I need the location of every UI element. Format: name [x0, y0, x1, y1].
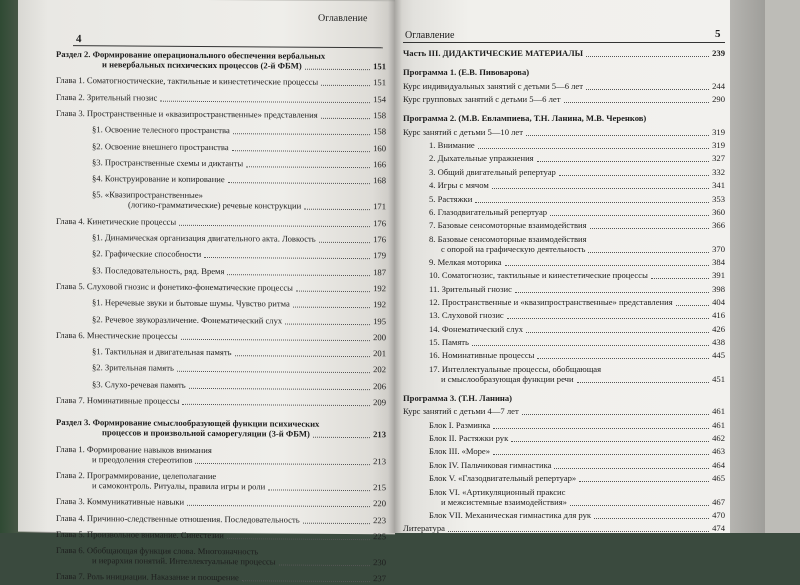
toc-page-number: 463 — [712, 446, 725, 457]
toc-entry-title: Блок V. «Глазодвигательный репертуар» — [429, 473, 577, 484]
toc-page-number: 327 — [712, 153, 725, 164]
toc-entry-line — [429, 284, 725, 295]
toc-page-number: 470 — [712, 509, 725, 520]
toc-dot-leader — [296, 291, 370, 293]
toc-entry-line — [429, 180, 725, 191]
toc-entry-line — [429, 460, 725, 471]
left-page — [18, 0, 395, 584]
toc-page-number: 237 — [373, 573, 386, 584]
toc-page-number: 176 — [373, 234, 386, 245]
toc-entry-title: Программа 2. (М.В. Евлампиева, Т.Н. Ланина, М.В. Черенков) — [403, 113, 647, 124]
toc-entry-line — [56, 92, 386, 105]
toc-entry-title: и преодоления стереотипов — [92, 453, 193, 465]
toc-dot-leader — [187, 505, 370, 507]
toc-entry-line — [441, 497, 725, 508]
toc-page-number: 168 — [373, 175, 386, 186]
toc-entry-line — [128, 200, 386, 213]
toc-page-number: 353 — [712, 193, 725, 204]
toc-dot-leader — [319, 242, 370, 243]
toc-entry-title: 16. Номинативные процессы — [429, 350, 535, 361]
toc-entry-title: §2. Освоение внешнего пространства — [92, 140, 229, 152]
toc-entry-title: 13. Слуховой гнозис — [429, 310, 504, 321]
toc-dot-leader — [305, 69, 370, 70]
book-gutter — [388, 0, 402, 533]
toc-page-number: 200 — [373, 331, 386, 343]
toc-page-number: 451 — [712, 373, 725, 384]
toc-page-number: 462 — [712, 433, 725, 444]
right-header-rule — [403, 42, 725, 43]
toc-page-number: 220 — [373, 498, 386, 509]
toc-entry-title: 8. Базовые сенсомоторные взаимодействия — [429, 233, 587, 244]
toc-page-number: 195 — [373, 315, 386, 326]
toc-dot-leader — [242, 581, 370, 583]
toc-dot-leader — [579, 481, 709, 482]
toc-entry-title: Глава 2. Программирование, целеполагание — [56, 469, 217, 481]
toc-dot-leader — [233, 133, 370, 135]
toc-page-number: 192 — [373, 283, 386, 294]
toc-page-number: 244 — [712, 80, 725, 91]
toc-entry-title: Блок I. Разминка — [429, 419, 491, 430]
toc-dot-leader — [588, 252, 709, 253]
toc-dot-leader — [228, 182, 370, 184]
toc-entry-line — [403, 113, 725, 124]
toc-dot-leader — [160, 100, 370, 102]
toc-entry-title: Раздел 2. Формирование операционального обеспечения вербальных — [56, 48, 326, 61]
toc-entry-title: Глава 5. Произвольное внимание. Синестезии — [56, 528, 224, 540]
toc-entry-title: §1. Освоение телесного пространства — [92, 124, 230, 136]
toc-entry-line — [92, 157, 386, 170]
toc-entry-title: §3. Последовательность, ряд. Время — [92, 264, 225, 276]
left-running-head: Оглавление — [318, 12, 368, 25]
toc-page-number: 158 — [373, 110, 386, 121]
toc-entry-line — [403, 523, 725, 534]
toc-entry-line — [56, 330, 386, 343]
toc-entry-line — [429, 473, 725, 484]
toc-page-number: 290 — [712, 94, 725, 105]
toc-entry-line — [56, 512, 386, 525]
toc-dot-leader — [472, 345, 709, 346]
toc-entry-title: §2. Графические способности — [92, 248, 202, 260]
toc-page-number: 370 — [712, 243, 725, 254]
toc-dot-leader — [559, 175, 709, 176]
toc-entry-line — [403, 127, 725, 138]
toc-dot-leader — [651, 278, 709, 279]
toc-entry-title: и смыслообразующая функции речи — [441, 373, 574, 384]
toc-dot-leader — [594, 518, 709, 519]
toc-entry-title: §1. Тактильная и двигательная память — [92, 346, 232, 358]
toc-entry-title: §3. Слухо-речевая память — [92, 378, 186, 390]
toc-entry-title: Программа 1. (Е.В. Пивоварова) — [403, 67, 530, 78]
toc-page-number: 213 — [373, 455, 386, 466]
toc-page-number: 209 — [373, 397, 386, 408]
toc-dot-leader — [590, 228, 710, 229]
toc-dot-leader — [676, 305, 709, 306]
toc-entry-title: §2. Зрительная память — [92, 362, 174, 374]
toc-entry-title: Блок III. «Море» — [429, 446, 491, 457]
toc-dot-leader — [195, 463, 370, 465]
toc-entry-line — [92, 346, 386, 359]
toc-entry-line — [92, 124, 386, 137]
toc-page-number: 171 — [373, 201, 386, 212]
toc-dot-leader — [285, 323, 370, 325]
toc-entry-title: 10. Соматогнозис, тактильные и кинестетические процессы — [429, 270, 648, 281]
toc-entry-title: Курс индивидуальных занятий с детьми 5—6 лет — [403, 80, 584, 91]
toc-page-number: 384 — [712, 256, 725, 267]
toc-page-number: 151 — [373, 77, 386, 88]
right-page — [395, 0, 765, 533]
toc-dot-leader — [478, 148, 709, 149]
toc-entry-line — [92, 379, 386, 392]
toc-entry-title: 1. Внимание — [429, 140, 475, 151]
toc-entry-title: 6. Глазодвигательный репертуар — [429, 206, 548, 217]
toc-dot-leader — [448, 531, 709, 532]
toc-entry-title: с опорой на графическую деятельность — [441, 243, 586, 254]
toc-page-number: 341 — [712, 180, 725, 191]
toc-page-number: 461 — [712, 419, 725, 430]
toc-entry-line — [56, 529, 386, 542]
toc-entry-line — [429, 310, 725, 321]
toc-entry-title: (логико-грамматические) речевые конструкции — [128, 199, 302, 212]
toc-entry-title: и межсистемные взаимодействия» — [441, 496, 567, 507]
toc-dot-leader — [526, 135, 709, 136]
toc-dot-leader — [235, 355, 371, 357]
toc-dot-leader — [313, 437, 370, 438]
toc-entry-line — [56, 496, 386, 509]
toc-entry-title: Глава 2. Зрительный гнозис — [56, 91, 158, 103]
toc-entry-line — [429, 297, 725, 308]
toc-entry-title: 5. Растяжки — [429, 193, 473, 204]
toc-entry-line — [429, 257, 725, 268]
toc-dot-leader — [554, 468, 709, 469]
toc-entry-line — [403, 81, 725, 92]
toc-page-number: 151 — [373, 61, 386, 72]
toc-entry-line — [429, 207, 725, 218]
toc-dot-leader — [232, 150, 370, 152]
toc-dot-leader — [515, 292, 709, 293]
toc-entry-line — [92, 248, 386, 261]
toc-page-number: 206 — [373, 380, 386, 391]
toc-dot-leader — [537, 161, 709, 162]
toc-dot-leader — [522, 414, 709, 415]
toc-page-number: 201 — [373, 348, 386, 359]
toc-entry-title: §3. Пространственные схемы и диктанты — [92, 156, 244, 169]
toc-entry-title: Глава 3. Коммуникативные навыки — [56, 496, 185, 508]
toc-entry-title: Глава 5. Слуховой гнозис и фонетико-фонематические процессы — [56, 280, 293, 293]
toc-entry-title: Часть III. ДИДАКТИЧЕСКИЕ МАТЕРИАЛЫ — [403, 48, 584, 58]
toc-dot-leader — [303, 522, 370, 523]
toc-entry-title: §2. Речевое звукоразличение. Фонематический слух — [92, 313, 283, 326]
toc-entry-title: 11. Зрительный гнозис — [429, 283, 512, 294]
toc-page-number: 366 — [712, 220, 725, 231]
toc-dot-leader — [246, 166, 370, 168]
toc-page-number: 319 — [712, 126, 725, 137]
toc-dot-leader — [204, 257, 370, 259]
toc-entry-title: Программа 3. (Т.Н. Ланина) — [403, 393, 513, 404]
toc-page-number: 230 — [373, 557, 386, 568]
toc-entry-title: 12. Пространственные и «квазипространственные» представления — [429, 296, 673, 307]
toc-page-number: 154 — [373, 93, 386, 104]
toc-entry-title: Глава 1. Соматогностические, тактильные и кинестетические процессы — [56, 75, 319, 88]
toc-entry-line — [56, 216, 386, 229]
toc-entry-title: Глава 4. Причинно-следственные отношения. Последовательность — [56, 512, 300, 525]
toc-entry-title: 14. Фонематический слух — [429, 323, 524, 334]
toc-page-number: 438 — [712, 337, 725, 347]
toc-entry-line — [56, 108, 386, 121]
toc-entry-line — [441, 244, 725, 255]
toc-dot-leader — [586, 56, 709, 57]
toc-entry-line — [92, 555, 386, 568]
toc-dot-leader — [227, 538, 370, 540]
toc-entry-line — [429, 337, 725, 348]
toc-page-number: 404 — [712, 296, 725, 307]
toc-dot-leader — [268, 489, 370, 491]
toc-entry-line — [92, 297, 386, 310]
toc-dot-leader — [564, 102, 710, 103]
toc-page-number: 166 — [373, 158, 386, 170]
toc-entry-line — [92, 454, 386, 467]
toc-entry-line — [429, 446, 725, 457]
toc-entry-title: §4. Конструирование и копирование — [92, 173, 225, 185]
toc-dot-leader — [293, 307, 370, 309]
toc-entry-title: Блок VI. «Артикуляционный праксис — [429, 486, 566, 497]
toc-entry-line — [429, 510, 725, 521]
toc-page-number: 416 — [712, 310, 725, 321]
toc-page-number: 398 — [712, 283, 725, 294]
toc-dot-leader — [227, 274, 370, 276]
toc-page-number: 187 — [373, 266, 386, 277]
toc-page-number: 215 — [373, 482, 386, 493]
page-edge — [730, 0, 765, 533]
toc-entry-line — [92, 314, 386, 327]
toc-entry-title: Глава 6. Обобщающая функция слова. Многозначность — [56, 545, 259, 557]
toc-dot-leader — [475, 202, 709, 203]
toc-entry-line — [429, 420, 725, 431]
toc-entry-line — [92, 232, 386, 245]
toc-dot-leader — [279, 565, 371, 567]
toc-page-number: 179 — [373, 250, 386, 261]
toc-page-number: 223 — [373, 514, 386, 525]
toc-entry-title: 2. Дыхательные упражнения — [429, 153, 534, 164]
toc-entry-title: процессов и произвольной саморегуляции (3-й ФБМ) — [102, 427, 310, 440]
toc-entry-title: и невербальных психических процессов (2-й ФБМ) — [102, 59, 302, 71]
toc-entry-line — [429, 270, 725, 281]
toc-dot-leader — [189, 388, 370, 390]
toc-entry-title: §1. Динамическая организация двигательного акта. Ловкость — [92, 232, 316, 244]
toc-dot-leader — [526, 332, 709, 333]
toc-page-number: 332 — [712, 166, 725, 177]
toc-dot-leader — [550, 215, 709, 216]
toc-entry-title: Глава 4. Кинетические процессы — [56, 215, 177, 227]
toc-entry-title: Глава 6. Мнестические процессы — [56, 329, 178, 341]
toc-entry-line — [441, 374, 725, 385]
toc-entry-title: Глава 7. Номинативные процессы — [56, 394, 180, 406]
toc-entry-line — [403, 67, 725, 78]
toc-page-number: 391 — [712, 270, 725, 281]
toc-entry-title: Блок IV. Пальчиковая гимнастика — [429, 459, 552, 470]
toc-entry-line — [403, 393, 725, 404]
toc-entry-title: 7. Базовые сенсомоторные взаимодействия — [429, 220, 587, 231]
toc-entry-title: 9. Мелкая моторика — [429, 256, 502, 267]
toc-dot-leader — [493, 454, 709, 455]
toc-dot-leader — [321, 118, 370, 119]
toc-dot-leader — [492, 188, 709, 189]
toc-page-number: 176 — [373, 217, 386, 228]
toc-page-number: 158 — [373, 126, 386, 137]
toc-entry-line — [92, 363, 386, 376]
toc-entry-line — [92, 141, 386, 154]
toc-entry-title: Курс групповых занятий с детьми 5—6 лет — [403, 94, 561, 105]
toc-dot-leader — [177, 371, 370, 373]
toc-entry-line — [429, 324, 725, 335]
toc-entry-line — [403, 48, 725, 59]
toc-entry-title: Курс занятий с детьми 5—10 лет — [403, 126, 524, 137]
toc-entry-line — [92, 480, 386, 493]
toc-dot-leader — [577, 382, 710, 383]
toc-entry-title: 15. Память — [429, 337, 469, 347]
toc-dot-leader — [507, 318, 709, 319]
right-page-number: 5 — [715, 28, 721, 40]
toc-entry-title: Блок II. Растяжки рук — [429, 433, 509, 444]
toc-entry-title: Глава 3. Пространственные и «квазипространственные» представления — [56, 107, 318, 120]
toc-entry-title: и самоконтроль. Ритуалы, правила игры и роли — [92, 480, 266, 492]
toc-entry-title: §5. «Квазипространственные» — [92, 189, 203, 201]
toc-dot-leader — [179, 224, 370, 226]
toc-dot-leader — [493, 428, 709, 429]
toc-dot-leader — [304, 209, 370, 210]
toc-entry-title: 4. Игры с мячом — [429, 180, 489, 191]
toc-page-number: 465 — [712, 473, 725, 484]
toc-entry-line — [92, 173, 386, 186]
toc-dot-leader — [182, 404, 370, 406]
toc-entry-line — [56, 571, 386, 584]
toc-entry-line — [429, 350, 725, 361]
toc-page-number: 461 — [712, 406, 725, 417]
toc-page-number: 213 — [373, 429, 386, 440]
toc-dot-leader — [321, 85, 370, 86]
toc-page-number: 474 — [712, 523, 725, 534]
left-page-number: 4 — [76, 33, 82, 46]
toc-dot-leader — [537, 358, 709, 359]
toc-page-number: 239 — [712, 48, 725, 58]
toc-entry-title: Блок VII. Механическая гимнастика для рук — [429, 509, 592, 520]
toc-page-number: 202 — [373, 364, 386, 375]
toc-entry-line — [102, 428, 386, 441]
toc-entry-line — [102, 59, 386, 72]
toc-entry-line — [403, 406, 725, 417]
toc-page-number: 426 — [712, 323, 725, 334]
right-running-head: Оглавление — [405, 30, 455, 41]
toc-entry-title: §1. Неречевые звуки и бытовые шумы. Чувство ритма — [92, 297, 290, 309]
toc-entry-line — [56, 281, 386, 294]
toc-page-number: 160 — [373, 142, 386, 153]
toc-entry-line — [403, 94, 725, 105]
toc-page-number: 464 — [712, 459, 725, 470]
toc-page-number: 467 — [712, 496, 725, 507]
toc-page-number: 319 — [712, 140, 725, 151]
toc-entry-line — [56, 75, 386, 88]
toc-entry-title: Литература — [403, 523, 445, 534]
toc-page-number: 360 — [712, 206, 725, 217]
toc-entry-title: Глава 7. Роль инициации. Наказание и поощрение — [56, 571, 239, 583]
toc-entry-line — [429, 153, 725, 164]
toc-dot-leader — [511, 441, 709, 442]
toc-dot-leader — [586, 89, 709, 90]
toc-entry-title: 3. Общий двигательный репертуар — [429, 166, 556, 177]
toc-page-number: 192 — [373, 299, 386, 310]
toc-page-number: 445 — [712, 350, 725, 361]
toc-entry-line — [429, 433, 725, 444]
toc-dot-leader — [570, 505, 709, 506]
toc-entry-line — [56, 395, 386, 408]
toc-page-number: 225 — [373, 530, 386, 542]
toc-entry-title: Глава 1. Формирование навыков внимания — [56, 443, 212, 455]
toc-entry-title: Курс занятий с детьми 4—7 лет — [403, 406, 519, 417]
toc-entry-line — [92, 265, 386, 278]
left-header-rule — [73, 45, 383, 48]
toc-entry-title: Раздел 3. Формирование смыслообразующей функции психических — [56, 417, 320, 430]
toc-dot-leader — [181, 339, 371, 341]
toc-entry-line — [429, 194, 725, 205]
toc-entry-title: и иерархия понятий. Интеллектуальные процессы — [92, 555, 276, 567]
toc-entry-line — [429, 167, 725, 178]
toc-entry-line — [429, 220, 725, 231]
toc-entry-line — [429, 140, 725, 151]
toc-entry-title: 17. Интеллектуальные процессы, обобщающая — [429, 363, 602, 374]
toc-dot-leader — [505, 265, 710, 266]
